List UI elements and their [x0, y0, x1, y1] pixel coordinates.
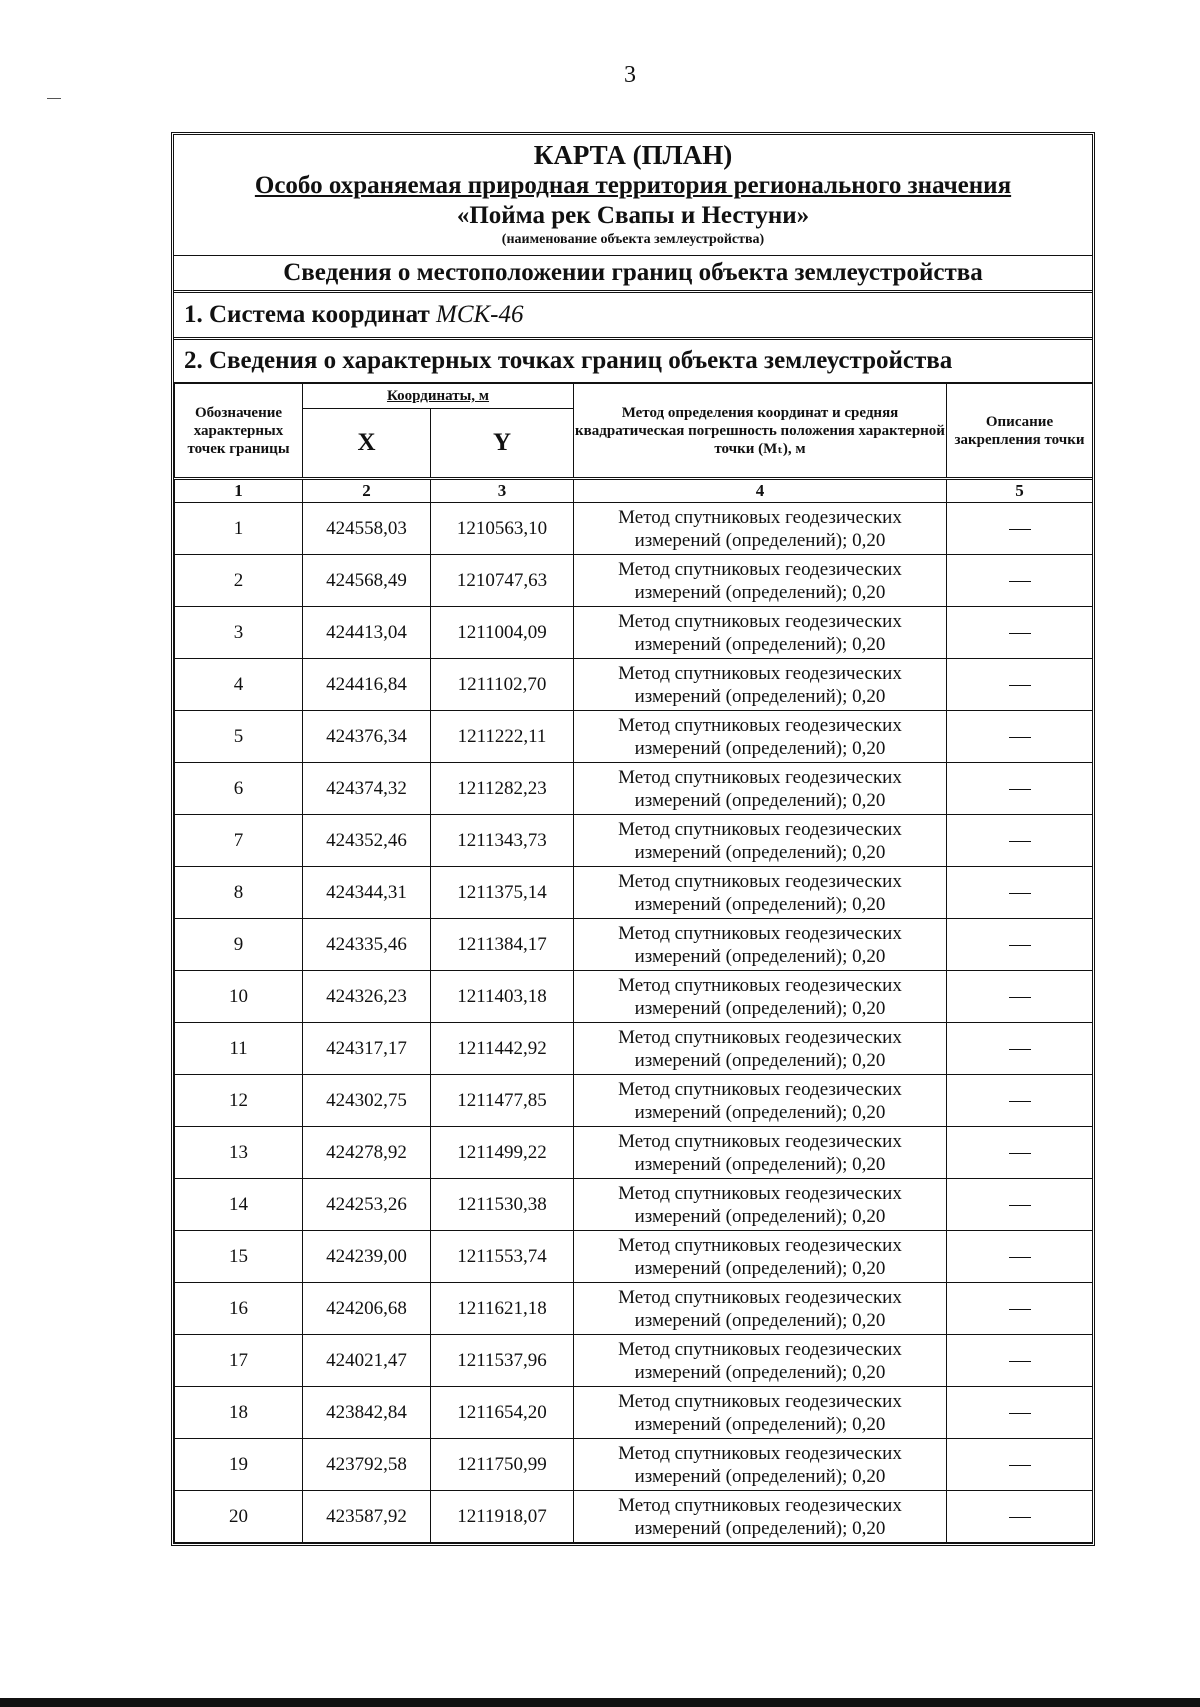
- table-row: [175, 1283, 1093, 1335]
- y-coordinate-cell: 1211442,92: [431, 1023, 574, 1075]
- x-coordinate-cell: 424344,31: [303, 867, 431, 919]
- method-cell: [574, 607, 947, 659]
- description-cell: [947, 971, 1093, 1023]
- point-number-cell: 19: [175, 1439, 303, 1491]
- x-coordinate-cell: 424352,46: [303, 815, 431, 867]
- method-line-1: Метод спутниковых геодезических: [618, 662, 902, 684]
- method-line-2: измерений (определений); 0,20: [634, 1517, 886, 1539]
- method-line-1: Метод спутниковых геодезических: [618, 506, 902, 528]
- header-coordinates: Координаты, м: [303, 383, 574, 409]
- table-row: [175, 503, 1093, 555]
- method-cell: [574, 1439, 947, 1491]
- x-coordinate-cell: 424021,47: [303, 1335, 431, 1387]
- description-cell: [947, 1283, 1093, 1335]
- description-cell: [947, 711, 1093, 763]
- table-row: [175, 1179, 1093, 1231]
- point-number-cell: 3: [175, 607, 303, 659]
- description-cell: [947, 867, 1093, 919]
- page-number: 3: [624, 62, 636, 88]
- description-cell: [947, 659, 1093, 711]
- dash-mark: [1009, 1413, 1031, 1414]
- dash-mark: [1009, 1205, 1031, 1206]
- y-coordinate-cell: 1211499,22: [431, 1127, 574, 1179]
- x-coordinate-cell: 424239,00: [303, 1231, 431, 1283]
- description-cell: [947, 1491, 1093, 1543]
- coordinate-system-label: 1. Система координат: [184, 301, 430, 328]
- method-line-2: измерений (определений); 0,20: [634, 945, 886, 967]
- y-coordinate-cell: 1211343,73: [431, 815, 574, 867]
- method-line-2: измерений (определений); 0,20: [634, 1465, 886, 1487]
- column-number: 3: [431, 479, 574, 503]
- dash-mark: [1009, 1309, 1031, 1310]
- point-number-cell: 13: [175, 1127, 303, 1179]
- table-row: [175, 607, 1093, 659]
- dash-mark: [1009, 1257, 1031, 1258]
- x-coordinate-cell: 424568,49: [303, 555, 431, 607]
- method-cell: [574, 503, 947, 555]
- method-cell: [574, 1127, 947, 1179]
- table-row: [175, 1491, 1093, 1543]
- y-coordinate-cell: 1211621,18: [431, 1283, 574, 1335]
- method-line-1: Метод спутниковых геодезических: [618, 1442, 902, 1464]
- method-line-1: Метод спутниковых геодезических: [618, 1078, 902, 1100]
- method-line-1: Метод спутниковых геодезических: [618, 766, 902, 788]
- point-number-cell: 9: [175, 919, 303, 971]
- document-frame: [171, 132, 1095, 1546]
- x-coordinate-cell: 424335,46: [303, 919, 431, 971]
- description-cell: [947, 607, 1093, 659]
- dash-mark: [1009, 997, 1031, 998]
- method-line-1: Метод спутниковых геодезических: [618, 610, 902, 632]
- description-cell: [947, 919, 1093, 971]
- y-coordinate-cell: 1211222,11: [431, 711, 574, 763]
- description-cell: [947, 1439, 1093, 1491]
- method-line-2: измерений (определений); 0,20: [634, 1153, 886, 1175]
- method-cell: [574, 1491, 947, 1543]
- x-coordinate-cell: 424317,17: [303, 1023, 431, 1075]
- dash-mark: [1009, 1101, 1031, 1102]
- document-subtitle: Особо охраняемая природная территория регионального значения: [254, 172, 1012, 199]
- table-row: [175, 867, 1093, 919]
- method-line-1: Метод спутниковых геодезических: [618, 1234, 902, 1256]
- y-coordinate-cell: 1211654,20: [431, 1387, 574, 1439]
- method-line-1: Метод спутниковых геодезических: [618, 974, 902, 996]
- method-cell: [574, 659, 947, 711]
- title-block: [174, 135, 1092, 256]
- y-coordinate-cell: 1210747,63: [431, 555, 574, 607]
- point-number-cell: 7: [175, 815, 303, 867]
- method-cell: [574, 815, 947, 867]
- method-cell: [574, 555, 947, 607]
- method-line-1: Метод спутниковых геодезических: [618, 558, 902, 580]
- point-number-cell: 18: [175, 1387, 303, 1439]
- method-cell: [574, 1335, 947, 1387]
- description-cell: [947, 503, 1093, 555]
- table-row: [175, 555, 1093, 607]
- table-row: [175, 1387, 1093, 1439]
- method-line-1: Метод спутниковых геодезических: [618, 1286, 902, 1308]
- column-number: 4: [574, 479, 947, 503]
- y-coordinate-cell: 1211537,96: [431, 1335, 574, 1387]
- table-row: [175, 659, 1093, 711]
- coordinate-system-value: МСК-46: [436, 301, 524, 328]
- description-cell: [947, 1387, 1093, 1439]
- description-cell: [947, 1075, 1093, 1127]
- point-number-cell: 11: [175, 1023, 303, 1075]
- table-body: [175, 503, 1093, 1543]
- x-coordinate-cell: 423842,84: [303, 1387, 431, 1439]
- method-cell: [574, 1075, 947, 1127]
- header-method: Метод определения координат и средняя квадратическая погрешность положения характерной точки (Mₜ), м: [574, 383, 947, 479]
- method-line-2: измерений (определений); 0,20: [634, 1101, 886, 1123]
- method-cell: [574, 1179, 947, 1231]
- method-cell: [574, 867, 947, 919]
- dash-mark: [1009, 581, 1031, 582]
- document-title: КАРТА (ПЛАН): [533, 140, 733, 170]
- description-cell: [947, 555, 1093, 607]
- table-row: [175, 1231, 1093, 1283]
- y-coordinate-cell: 1211004,09: [431, 607, 574, 659]
- method-cell: [574, 711, 947, 763]
- dash-mark: [1009, 945, 1031, 946]
- point-number-cell: 10: [175, 971, 303, 1023]
- x-coordinate-cell: 424558,03: [303, 503, 431, 555]
- dash-mark: [1009, 737, 1031, 738]
- dash-mark: [1009, 529, 1031, 530]
- point-number-cell: 17: [175, 1335, 303, 1387]
- object-name: «Пойма рек Свапы и Нестуни»: [456, 202, 810, 229]
- description-cell: [947, 763, 1093, 815]
- point-number-cell: 1: [175, 503, 303, 555]
- description-cell: [947, 815, 1093, 867]
- method-line-1: Метод спутниковых геодезических: [618, 1026, 902, 1048]
- method-line-2: измерений (определений); 0,20: [634, 1257, 886, 1279]
- x-coordinate-cell: 424302,75: [303, 1075, 431, 1127]
- bottom-scan-edge: [0, 1698, 1200, 1707]
- y-coordinate-cell: 1210563,10: [431, 503, 574, 555]
- point-number-cell: 6: [175, 763, 303, 815]
- x-coordinate-cell: 423792,58: [303, 1439, 431, 1491]
- point-number-cell: 15: [175, 1231, 303, 1283]
- method-line-2: измерений (определений); 0,20: [634, 1309, 886, 1331]
- dash-mark: [1009, 1049, 1031, 1050]
- point-number-cell: 14: [175, 1179, 303, 1231]
- y-coordinate-cell: 1211403,18: [431, 971, 574, 1023]
- table-row: [175, 1335, 1093, 1387]
- table-row: [175, 971, 1093, 1023]
- point-number-cell: 2: [175, 555, 303, 607]
- x-coordinate-cell: 424326,23: [303, 971, 431, 1023]
- x-coordinate-cell: 424374,32: [303, 763, 431, 815]
- section-location-heading: Сведения о местоположении границ объекта землеустройства: [174, 256, 1092, 293]
- description-cell: [947, 1179, 1093, 1231]
- dash-mark: [1009, 1153, 1031, 1154]
- method-line-2: измерений (определений); 0,20: [634, 1205, 886, 1227]
- method-line-2: измерений (определений); 0,20: [634, 893, 886, 915]
- header-y: Y: [431, 409, 574, 479]
- method-cell: [574, 763, 947, 815]
- y-coordinate-cell: 1211530,38: [431, 1179, 574, 1231]
- x-coordinate-cell: 424278,92: [303, 1127, 431, 1179]
- table-row: [175, 1075, 1093, 1127]
- column-number: 1: [175, 479, 303, 503]
- dash-mark: [1009, 633, 1031, 634]
- table-row: [175, 763, 1093, 815]
- y-coordinate-cell: 1211918,07: [431, 1491, 574, 1543]
- table-row: [175, 1023, 1093, 1075]
- point-number-cell: 8: [175, 867, 303, 919]
- method-line-2: измерений (определений); 0,20: [634, 633, 886, 655]
- dash-mark: [1009, 1361, 1031, 1362]
- header-x: X: [303, 409, 431, 479]
- method-cell: [574, 971, 947, 1023]
- x-coordinate-cell: 423587,92: [303, 1491, 431, 1543]
- margin-mark: [47, 98, 61, 99]
- method-line-2: измерений (определений); 0,20: [634, 1049, 886, 1071]
- method-cell: [574, 919, 947, 971]
- x-coordinate-cell: 424206,68: [303, 1283, 431, 1335]
- dash-mark: [1009, 1517, 1031, 1518]
- dash-mark: [1009, 1465, 1031, 1466]
- method-line-1: Метод спутниковых геодезических: [618, 1494, 902, 1516]
- method-line-2: измерений (определений); 0,20: [634, 529, 886, 551]
- header-point-designation: Обозначение характерных точек границы: [175, 383, 303, 479]
- table-row: [175, 1439, 1093, 1491]
- method-line-1: Метод спутниковых геодезических: [618, 1338, 902, 1360]
- boundary-points-table: [174, 382, 1093, 1543]
- description-cell: [947, 1231, 1093, 1283]
- y-coordinate-cell: 1211750,99: [431, 1439, 574, 1491]
- column-number: 2: [303, 479, 431, 503]
- description-cell: [947, 1335, 1093, 1387]
- dash-mark: [1009, 789, 1031, 790]
- method-line-1: Метод спутниковых геодезических: [618, 922, 902, 944]
- x-coordinate-cell: 424376,34: [303, 711, 431, 763]
- table-row: [175, 815, 1093, 867]
- method-line-2: измерений (определений); 0,20: [634, 685, 886, 707]
- method-line-2: измерений (определений); 0,20: [634, 581, 886, 603]
- method-line-2: измерений (определений); 0,20: [634, 1413, 886, 1435]
- y-coordinate-cell: 1211477,85: [431, 1075, 574, 1127]
- method-cell: [574, 1387, 947, 1439]
- x-coordinate-cell: 424416,84: [303, 659, 431, 711]
- dash-mark: [1009, 893, 1031, 894]
- method-line-2: измерений (определений); 0,20: [634, 737, 886, 759]
- point-number-cell: 20: [175, 1491, 303, 1543]
- y-coordinate-cell: 1211282,23: [431, 763, 574, 815]
- method-line-2: измерений (определений); 0,20: [634, 997, 886, 1019]
- point-number-cell: 16: [175, 1283, 303, 1335]
- header-description: Описание закрепления точки: [947, 383, 1093, 479]
- section-points-heading: 2. Сведения о характерных точках границ объекта землеустройства: [184, 347, 953, 374]
- description-cell: [947, 1023, 1093, 1075]
- x-coordinate-cell: 424413,04: [303, 607, 431, 659]
- object-caption: (наименование объекта землеустройства): [501, 232, 765, 247]
- method-cell: [574, 1231, 947, 1283]
- column-number: 5: [947, 479, 1093, 503]
- point-number-cell: 12: [175, 1075, 303, 1127]
- method-line-2: измерений (определений); 0,20: [634, 841, 886, 863]
- y-coordinate-cell: 1211102,70: [431, 659, 574, 711]
- method-cell: [574, 1283, 947, 1335]
- point-number-cell: 5: [175, 711, 303, 763]
- x-coordinate-cell: 424253,26: [303, 1179, 431, 1231]
- y-coordinate-cell: 1211553,74: [431, 1231, 574, 1283]
- section-coordinate-system: [174, 293, 1092, 340]
- method-line-1: Метод спутниковых геодезических: [618, 870, 902, 892]
- table-row: [175, 711, 1093, 763]
- description-cell: [947, 1127, 1093, 1179]
- method-line-1: Метод спутниковых геодезических: [618, 1130, 902, 1152]
- method-line-2: измерений (определений); 0,20: [634, 789, 886, 811]
- y-coordinate-cell: 1211375,14: [431, 867, 574, 919]
- table-row: [175, 919, 1093, 971]
- y-coordinate-cell: 1211384,17: [431, 919, 574, 971]
- method-line-2: измерений (определений); 0,20: [634, 1361, 886, 1383]
- dash-mark: [1009, 841, 1031, 842]
- point-number-cell: 4: [175, 659, 303, 711]
- method-cell: [574, 1023, 947, 1075]
- method-line-1: Метод спутниковых геодезических: [618, 1182, 902, 1204]
- method-line-1: Метод спутниковых геодезических: [618, 818, 902, 840]
- method-line-1: Метод спутниковых геодезических: [618, 1390, 902, 1412]
- dash-mark: [1009, 685, 1031, 686]
- method-line-1: Метод спутниковых геодезических: [618, 714, 902, 736]
- table-row: [175, 1127, 1093, 1179]
